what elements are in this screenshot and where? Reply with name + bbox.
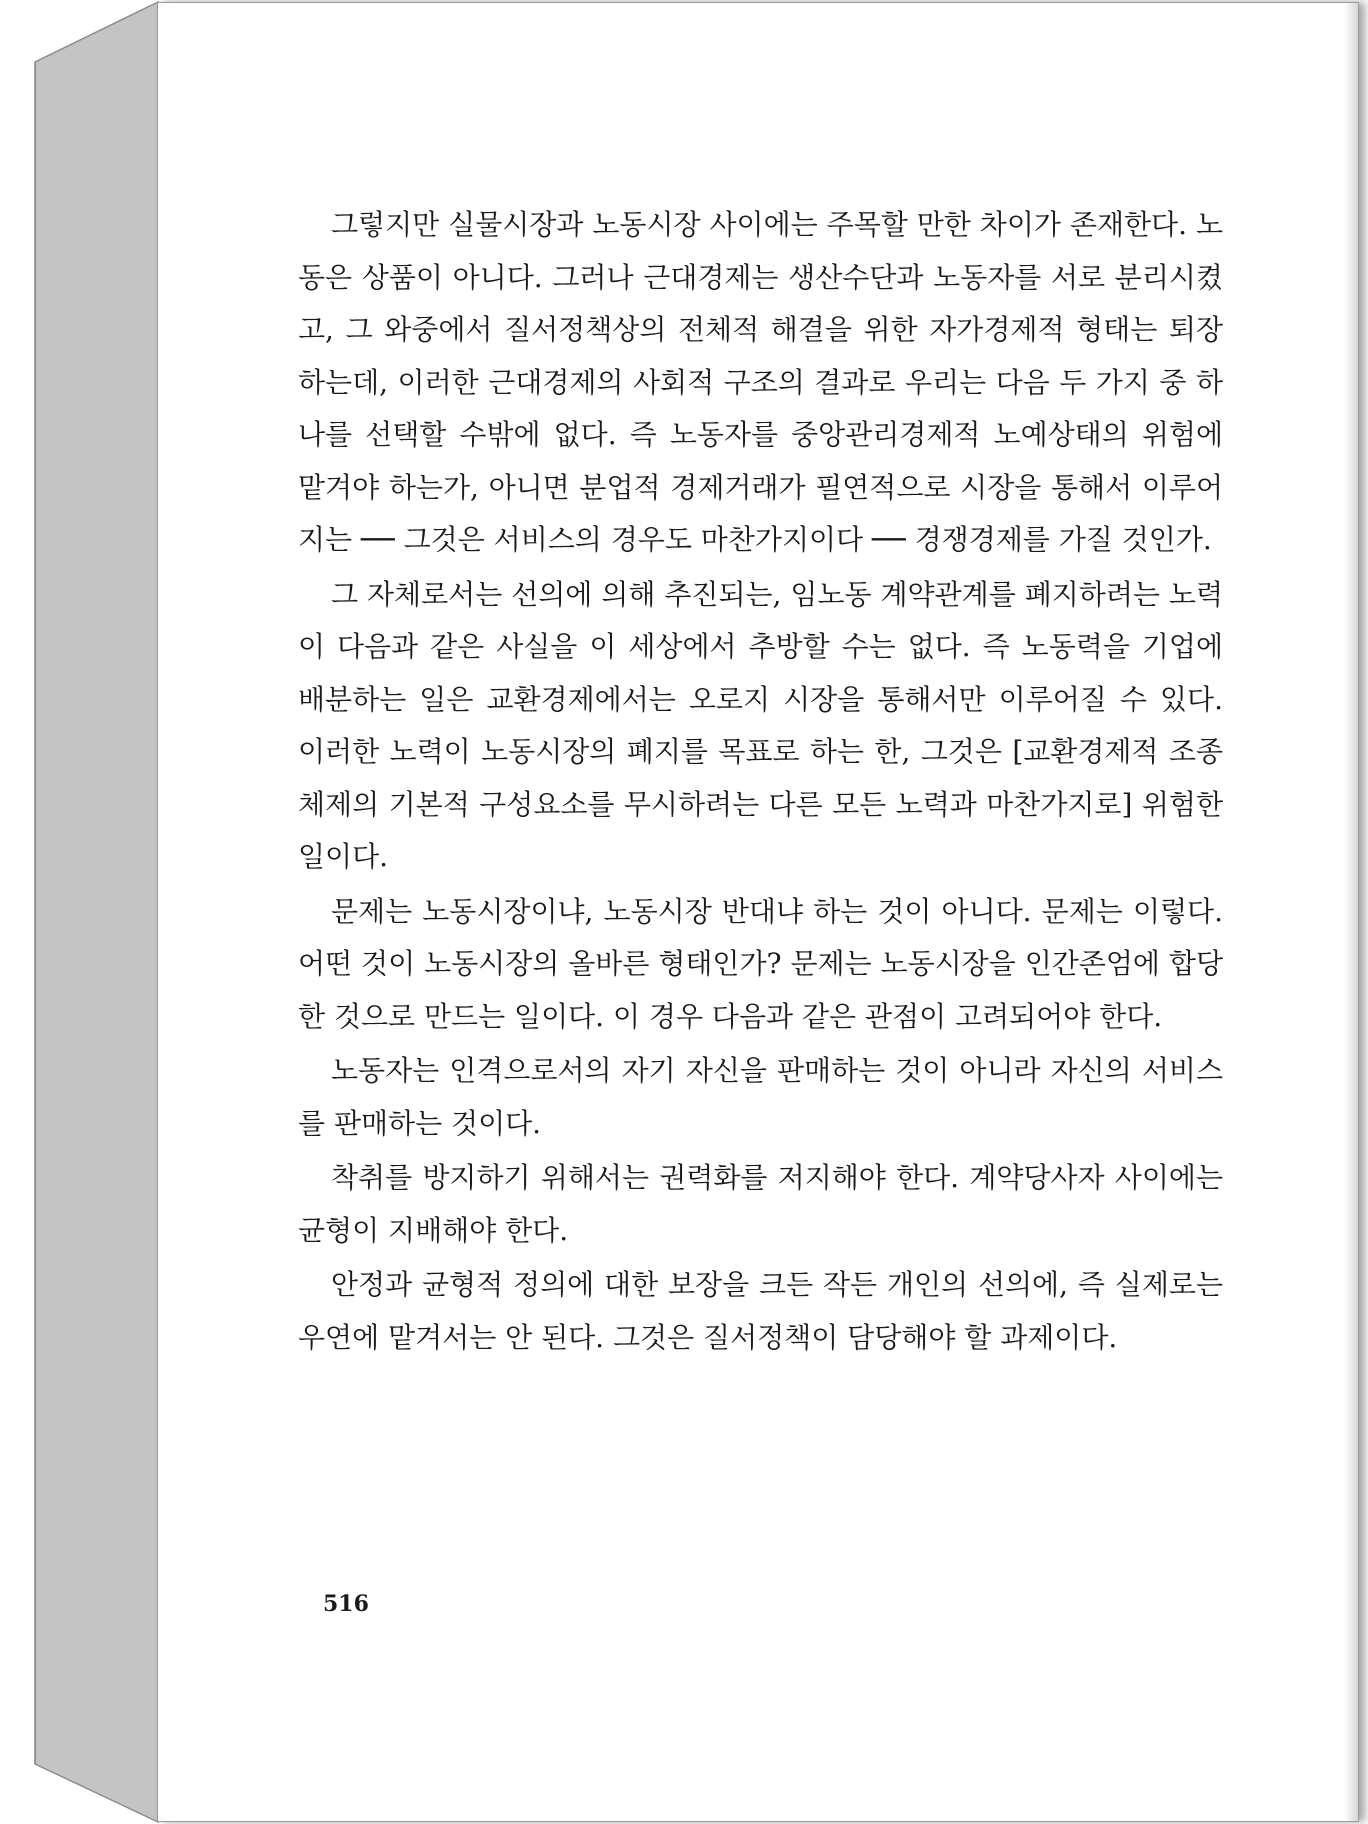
paragraph: 그렇지만 실물시장과 노동시장 사이에는 주목할 만한 차이가 존재한다. 노동은 상품이 아니다. 그러나 근대경제는 생산수단과 노동자를 서로 분리시켰고, 그 와중에서 질서정책상의 전체적 해결을 위한 자가경제적 형태는 퇴장하는데, 이러한 근대경제의 사회적 구조의 결과로 우리는 다음 두 가지 중 하나를 선택할 수밖에 없다. 즉 노동자를 중앙관리경제적 노예상태의 위험에 맡겨야 하는가, 아니면 분업적 경제거래가 필연적으로 시장을 통해서 이루어지는 ── 그것은 서비스의 경우도 마찬가지이다 ── 경쟁경제를 가질 것인가. (298, 208, 1223, 556)
paragraph: 안정과 균형적 정의에 대한 보장을 크든 작든 개인의 선의에, 즉 실제로는 우연에 맡겨서는 안 된다. 그것은 질서정책이 담당해야 할 과제이다. (298, 1268, 1223, 1354)
book-page (157, 2, 1359, 1822)
paragraph: 착취를 방지하기 위해서는 권력화를 저지해야 한다. 계약당사자 사이에는 균형이 지배해야 한다. (298, 1161, 1223, 1247)
paragraph: 그 자체로서는 선의에 의해 추진되는, 임노동 계약관계를 폐지하려는 노력이 다음과 같은 사실을 이 세상에서 추방할 수는 없다. 즉 노동력을 기업에 배분하는 일은 교환경제에서는 오로지 시장을 통해서만 이루어질 수 있다. 이러한 노력이 노동시장의 폐지를 목표로 하는 한, 그것은 [교환경제적 조종체제의 기본적 구성요소를 무시하려는 다른 모든 노력과 마찬가지로] 위험한 일이다. (298, 577, 1223, 873)
paragraph: 문제는 노동시장이냐, 노동시장 반대냐 하는 것이 아니다. 문제는 이렇다. 어떤 것이 노동시장의 올바른 형태인가? 문제는 노동시장을 인간존엄에 합당한 것으로 만드는 일이다. 이 경우 다음과 같은 관점이 고려되어야 한다. (298, 894, 1223, 1033)
page-number: 516 (323, 1591, 369, 1617)
book-spine (0, 0, 160, 1824)
page-edge-shadow (1344, 3, 1358, 1821)
paragraph: 노동자는 인격으로서의 자기 자신을 판매하는 것이 아니라 자신의 서비스를 판매하는 것이다. (298, 1054, 1223, 1140)
page-body-text (298, 199, 1223, 1366)
